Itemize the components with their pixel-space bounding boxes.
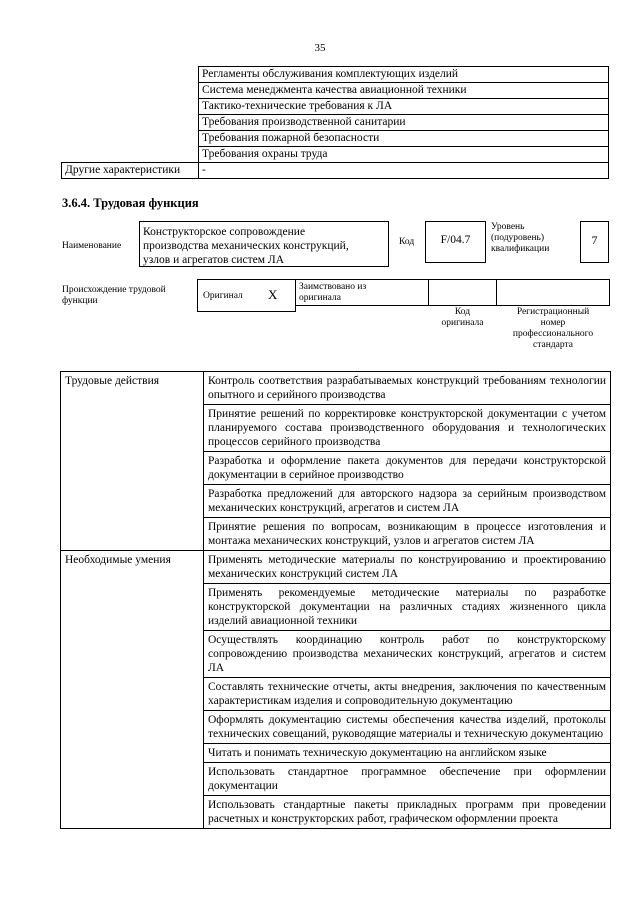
requirement-item: Требования охраны труда — [199, 147, 609, 163]
empty-cell — [62, 115, 199, 131]
empty-cell — [62, 131, 199, 147]
skill-item: Применять рекомендуемые методические материалы по разработке конструкторской документации на различных стадиях жизненного цикла изделий авиационной техники — [204, 584, 611, 631]
reg-number-caption — [496, 307, 610, 351]
labor-action-item: Разработка предложений для авторского надзора за серийным производством механических конструкций, агрегатов и систем ЛА — [204, 485, 611, 518]
reg-number-caption-line: номер — [540, 318, 566, 328]
requirement-item: Требования пожарной безопасности — [199, 131, 609, 147]
skills-label: Необходимые умения — [61, 551, 204, 829]
skill-item: Составлять технические отчеты, акты внедрения, заключения по качественным характеристикам изделия и сопроводительную документацию — [204, 678, 611, 711]
empty-cell — [62, 67, 199, 83]
code-original-caption-line: оригинала — [441, 318, 484, 328]
level-label-line: Уровень — [491, 222, 525, 232]
other-characteristics-label: Другие характеристики — [62, 163, 199, 179]
function-name-line: узлов и агрегатов систем ЛА — [143, 254, 284, 266]
requirement-item: Требования производственной санитарии — [199, 115, 609, 131]
level-value: 7 — [591, 233, 598, 247]
requirement-item: Система менеджмента качества авиационной техники — [199, 83, 609, 99]
level-label-line: квалификации — [491, 244, 550, 254]
function-name — [143, 225, 349, 267]
function-name-line: Конструкторское сопровождение — [143, 226, 306, 238]
code-original-caption — [428, 307, 497, 329]
requirement-item: Тактико-технические требования к ЛА — [199, 99, 609, 115]
skill-item: Применять методические материалы по конструированию и проектированию механических конструкций систем ЛА — [204, 551, 611, 584]
origin-label-line: Происхождение трудовой — [62, 285, 166, 295]
code-original-box — [428, 279, 497, 306]
labor-actions-label: Трудовые действия — [61, 372, 204, 551]
labor-action-item: Принятие решений по корректировке конструкторской документации с учетом планируемого состава производственного оборудования и технологических процессов серийного производства — [204, 405, 611, 452]
code-original-caption-line: Код — [454, 307, 471, 317]
empty-cell — [62, 147, 199, 163]
level-label — [491, 222, 549, 255]
requirements-table — [61, 66, 609, 179]
empty-cell — [62, 99, 199, 115]
level-label-line: (подуровень) — [491, 233, 545, 243]
empty-cell — [62, 83, 199, 99]
skill-item: Использовать стандартное программное обеспечение при оформлении документации — [204, 763, 611, 796]
function-name-line: производства механических конструкций, — [143, 240, 349, 252]
borrowed-label-line: Заимствовано из — [299, 282, 367, 292]
section-title: 3.6.4. Трудовая функция — [62, 196, 199, 210]
skill-item: Использовать стандартные пакеты прикладных программ при проведении расчетных и конструкторских работ, графическом оформлении проекта — [204, 796, 611, 829]
labor-action-item: Разработка и оформление пакета документов для передачи конструкторской документации в серийное производство — [204, 452, 611, 485]
borrowed-label-line: оригинала — [299, 293, 341, 303]
skill-item: Читать и понимать техническую документацию на английском языке — [204, 744, 611, 763]
original-mark: X — [268, 287, 278, 302]
origin-label-line: функции — [62, 296, 98, 306]
reg-number-caption-line: профессионального — [512, 329, 594, 339]
skill-item: Оформлять документацию системы обеспечения качества изделий, протоколы технических совещаний, руководящие материалы и техническую документацию — [204, 711, 611, 744]
requirement-item: Регламенты обслуживания комплектующих изделий — [199, 67, 609, 83]
code-label: Код — [399, 237, 415, 247]
reg-number-box — [496, 279, 610, 306]
reg-number-caption-line: стандарта — [533, 340, 573, 350]
skill-item: Осуществлять координацию контроль работ по конструкторскому сопровождению производства механических конструкций, агрегатов и систем ЛА — [204, 631, 611, 678]
reg-number-caption-line: Регистрационный — [516, 307, 590, 317]
original-label: Оригинал — [203, 291, 243, 301]
labor-action-item: Принятие решения по вопросам, возникающим в процессе изготовления и монтажа механических конструкций, узлов и агрегатов систем ЛА — [204, 518, 611, 551]
borrowed-label — [299, 282, 366, 304]
function-details-table — [60, 371, 611, 829]
page-number: 35 — [314, 42, 326, 54]
origin-label — [62, 285, 166, 307]
labor-action-item: Контроль соответствия разрабатываемых конструкций требованиям технологии опытного и серийного производства — [204, 372, 611, 405]
code-value: F/04.7 — [440, 234, 471, 246]
name-label: Наименование — [62, 241, 122, 251]
other-characteristics-value: - — [199, 163, 609, 179]
